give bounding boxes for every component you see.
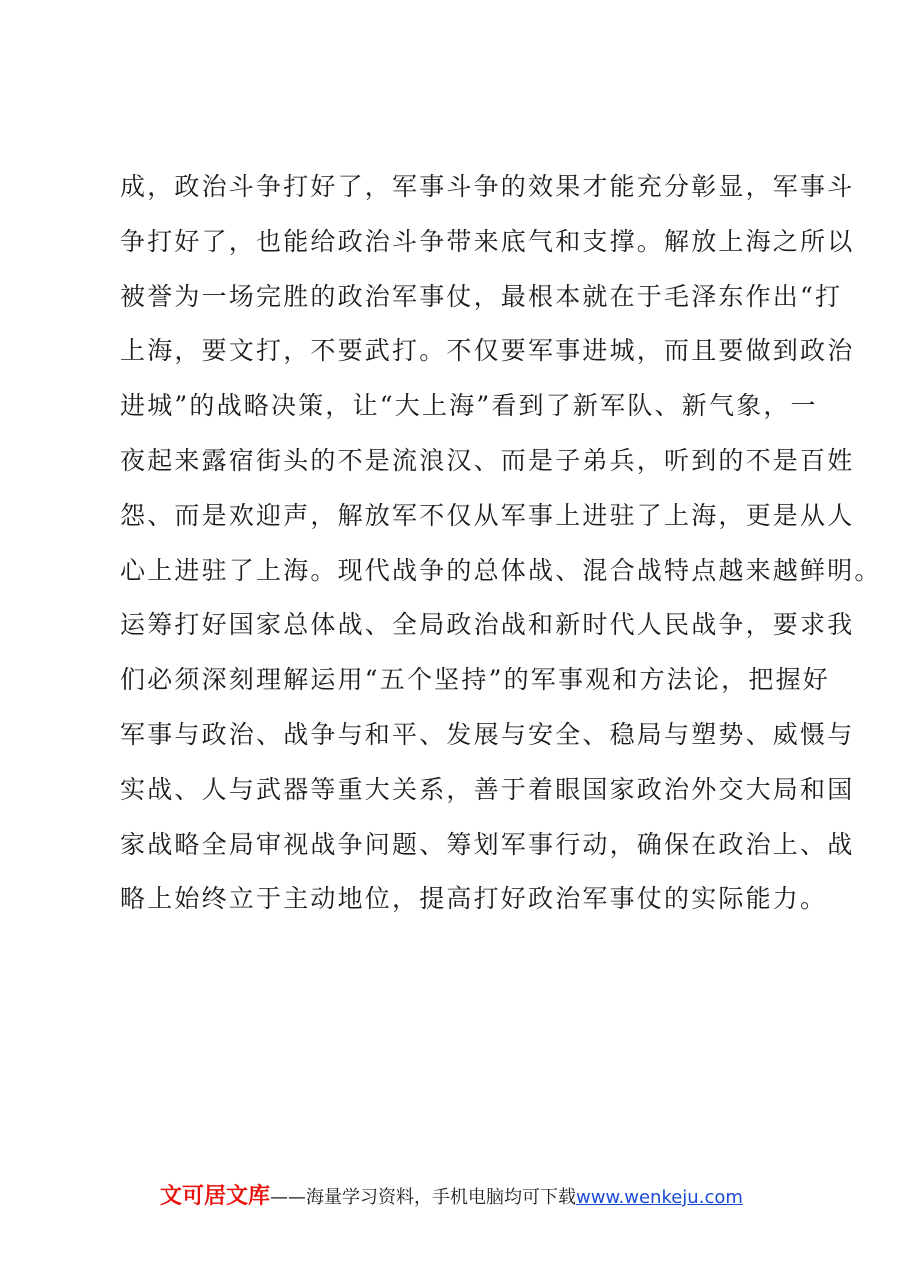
text-line: 实战、人与武器等重大关系，善于着眼国家政治外交大局和国 — [120, 774, 855, 804]
text-line: 夜起来露宿街头的不是流浪汉、而是子弟兵，听到的不是百姓 — [120, 445, 855, 475]
footer-tagline: 海量学习资料，手机电脑均可下载 — [306, 1187, 577, 1208]
footer-dash: —— — [270, 1187, 307, 1208]
text-line: 略上始终立于主动地位，提高打好政治军事仗的实际能力。 — [120, 884, 828, 914]
text-line: 上海，要文打，不要武打。不仅要军事进城，而且要做到政治 — [120, 336, 855, 366]
footer-brand: 文可居文库 — [160, 1184, 271, 1209]
text-line: 们必须深刻理解运用“五个坚持”的军事观和方法论，把握好 — [120, 665, 830, 695]
text-line: 军事与政治、战争与和平、发展与安全、稳局与塑势、威慑与 — [120, 719, 855, 749]
body-paragraph — [120, 160, 882, 927]
text-line: 运筹打好国家总体战、全局政治战和新时代人民战争，要求我 — [120, 610, 855, 640]
text-line: 被誉为一场完胜的政治军事仗，最根本就在于毛泽东作出“打 — [120, 281, 843, 311]
text-line: 进城”的战略决策，让“大上海”看到了新军队、新气象，一 — [120, 391, 818, 421]
text-line: 怨、而是欢迎声，解放军不仅从军事上进驻了上海，更是从人 — [120, 500, 855, 530]
text-line: 心上进驻了上海。现代战争的总体战、混合战特点越来越鲜明。 — [120, 555, 882, 585]
text-line: 争打好了，也能给政治斗争带来底气和支撑。解放上海之所以 — [120, 226, 855, 256]
text-line: 家战略全局审视战争问题、筹划军事行动，确保在政治上、战 — [120, 829, 855, 859]
footer-banner — [160, 1180, 743, 1214]
text-line: 成，政治斗争打好了，军事斗争的效果才能充分彰显，军事斗 — [120, 172, 855, 201]
footer-website-link[interactable]: www.wenkeju.com — [576, 1187, 743, 1208]
